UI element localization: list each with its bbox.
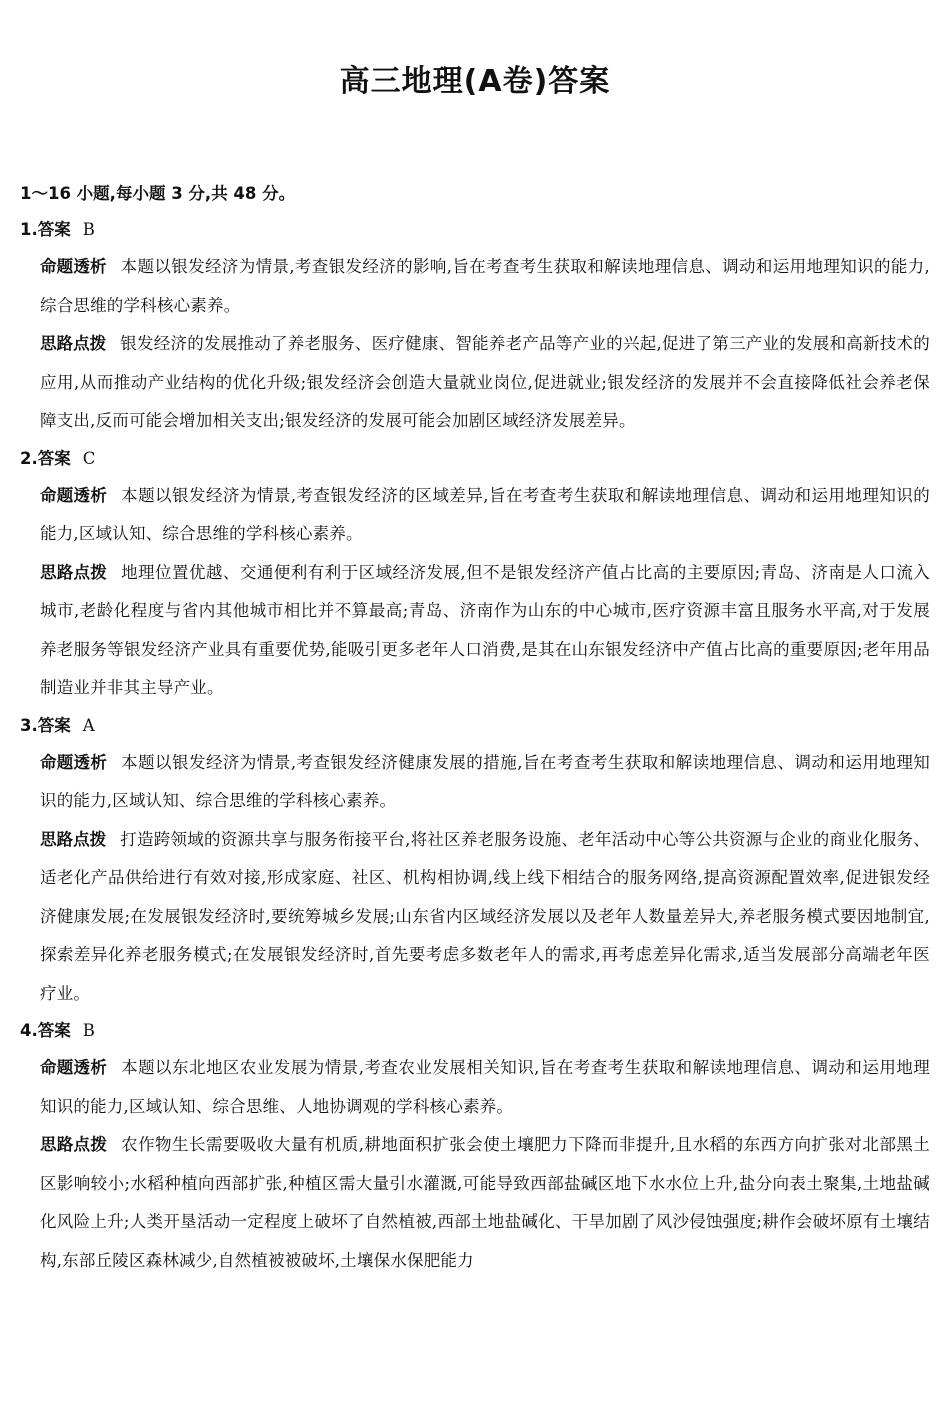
answer-choice: B — [82, 220, 95, 239]
analysis-paragraph — [20, 248, 930, 325]
answer-choice: A — [82, 715, 95, 735]
analysis-text: 本题以东北地区农业发展为情景,考查农业发展相关知识,旨在考查考生获取和解读地理信息、调动和运用地理知识的能力,区域认知、综合思维、人地协调观的学科核心素养。 — [40, 1058, 930, 1116]
answer-choice: B — [82, 1021, 95, 1040]
analysis-text: 本题以银发经济为情景,考查银发经济健康发展的措施,旨在考查考生获取和解读地理信息、调动和运用地理知识的能力,区域认知、综合思维的学科核心素养。 — [40, 752, 930, 810]
answer-label: 答案 — [37, 220, 71, 239]
hint-text: 打造跨领域的资源共享与服务衔接平台,将社区养老服务设施、老年活动中心等公共资源与企业的商业化服务、适老化产品供给进行有效对接,形成家庭、社区、机构相协调,线上线下相结合的服务网络,提高资源配置效率,促进银发经济健康发展;在发展银发经济时,要统筹城乡发展;山东省内区域经济发展以及老年人数量差异大,养老服务模式要因地制宜,探索差异化养老服务模式;在发展银发经济时,首先要考虑多数老年人的需求,再考虑差异化需求,适当发展部分高端老年医疗业。 — [40, 829, 931, 1003]
section-intro: 1～16 小题,每小题 3 分,共 48 分。 — [20, 184, 296, 203]
question-block-3 — [20, 708, 930, 1014]
answer-label: 答案 — [37, 1021, 71, 1040]
page-title: 高三地理(A卷)答案 — [339, 64, 611, 99]
analysis-tag: 命题透析 — [40, 1058, 108, 1077]
hint-text: 农作物生长需要吸收大量有机质,耕地面积扩张会使土壤肥力下降而非提升,且水稻的东西方向扩张对北部黑土区影响较小;水稻种植向西部扩张,种植区需大量引水灌溉,可能导致西部盐碱区地下水水位上升,盐分向表土聚集,土地盐碱化风险上升;人类开垦活动一定程度上破坏了自然植被,西部土地盐碱化、干旱加剧了风沙侵蚀强度;耕作会破坏原有土壤结构,东部丘陵区森林减少,自然植被被破坏,土壤保水保肥能力 — [40, 1135, 930, 1270]
answer-label: 答案 — [37, 715, 71, 735]
question-block-4 — [20, 1013, 930, 1280]
analysis-text: 本题以银发经济为情景,考查银发经济的影响,旨在考查考生获取和解读地理信息、调动和运用地理知识的能力,综合思维的学科核心素养。 — [40, 257, 930, 315]
analysis-paragraph — [20, 744, 930, 821]
hint-text: 银发经济的发展推动了养老服务、医疗健康、智能养老产品等产业的兴起,促进了第三产业的发展和高新技术的应用,从而推动产业结构的优化升级;银发经济会创造大量就业岗位,促进就业;银发经济的发展并不会直接降低社会养老保障支出,反而可能会增加相关支出;银发经济的发展可能会加剧区域经济发展差异。 — [40, 334, 931, 430]
answer-line — [20, 1013, 930, 1049]
hint-paragraph — [20, 1126, 930, 1280]
analysis-paragraph — [20, 1049, 930, 1126]
question-number: 3. — [20, 715, 38, 735]
analysis-paragraph — [20, 477, 930, 554]
answer-content — [20, 176, 930, 1280]
answer-line — [20, 708, 930, 744]
hint-paragraph — [20, 821, 930, 1014]
hint-tag: 思路点拨 — [40, 829, 107, 849]
analysis-tag: 命题透析 — [40, 752, 108, 772]
analysis-text: 本题以银发经济为情景,考查银发经济的区域差异,旨在考查考生获取和解读地理信息、调动和运用地理知识的能力,区域认知、综合思维的学科核心素养。 — [40, 485, 930, 543]
hint-paragraph — [20, 554, 930, 708]
answer-line — [20, 212, 930, 248]
question-number: 2. — [20, 448, 38, 468]
question-block-1 — [20, 212, 930, 441]
question-number: 1. — [20, 220, 38, 239]
question-block-2 — [20, 441, 930, 708]
hint-tag: 思路点拨 — [40, 334, 107, 353]
hint-text: 地理位置优越、交通便利有利于区域经济发展,但不是银发经济产值占比高的主要原因;青岛、济南是人口流入城市,老龄化程度与省内其他城市相比并不算最高;青岛、济南作为山东的中心城市,医疗资源丰富且服务水平高,对于发展养老服务等银发经济产业具有重要优势,能吸引更多老年人口消费,是其在山东银发经济中产值占比高的重要原因;老年用品制造业并非其主导产业。 — [40, 562, 931, 697]
answer-choice: C — [82, 448, 96, 468]
question-number: 4. — [20, 1021, 38, 1040]
hint-tag: 思路点拨 — [40, 1135, 108, 1154]
hint-paragraph — [20, 325, 930, 441]
hint-tag: 思路点拨 — [40, 562, 108, 582]
answer-label: 答案 — [37, 448, 71, 468]
answer-line — [20, 441, 930, 477]
analysis-tag: 命题透析 — [40, 257, 107, 276]
analysis-tag: 命题透析 — [40, 485, 108, 505]
